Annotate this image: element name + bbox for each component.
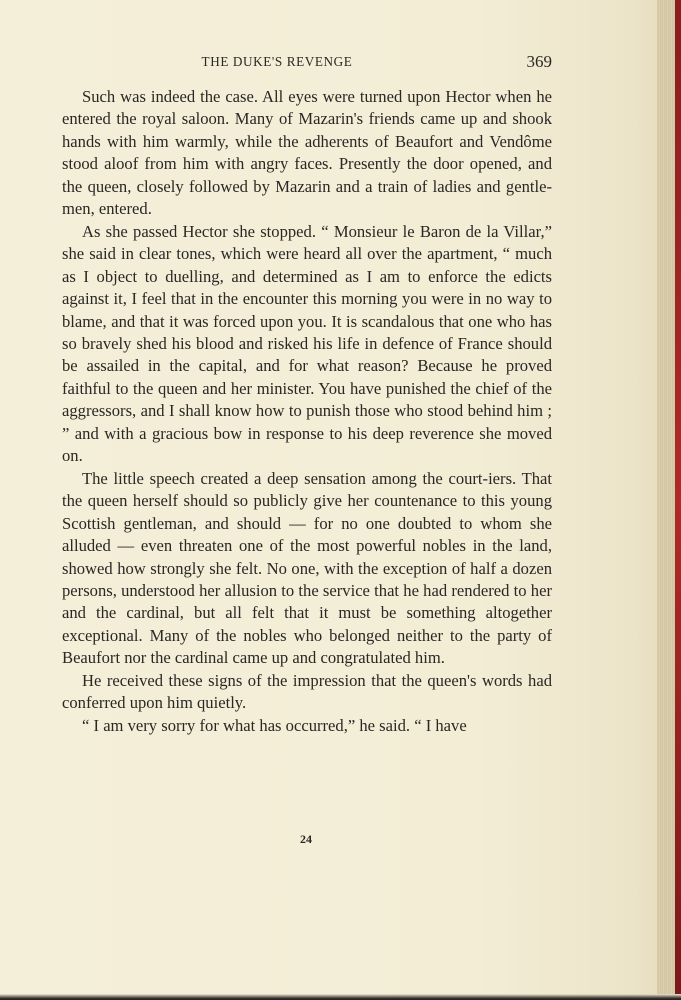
paragraph: He received these signs of the impression that the queen's words had conferred upon him quietly. (62, 670, 552, 713)
page-header (62, 52, 552, 72)
bottom-shadow (0, 994, 681, 1000)
running-head: THE DUKE'S REVENGE (201, 54, 353, 69)
paragraph: Such was indeed the case. All eyes were turned upon Hector when he entered the royal saloon. Many of Mazarin's friends came up and shook hands with him warmly, while the adherents of Beaufort and Vendôme stood aloof from him with angry faces. Presently the door opened, and the queen, closely followed by Mazarin and a train of ladies and gentle-men, entered. (62, 87, 552, 219)
book-cover-edge (675, 0, 681, 1000)
page-number: 369 (526, 52, 552, 71)
signature-mark: 24 (300, 832, 312, 846)
paragraph: As she passed Hector she stopped. “ Monsieur le Baron de la Villar,” she said in clear tones, which were heard all over the apartment, “ much as I object to duelling, and determined as I am to enforce the edicts against it, I feel that in the encounter this morning you were in no way to blame, and that it was forced upon you. It is scandalous that one who has so bravely shed his blood and risked his life in defence of France should be assailed in the capital, and for what reason? Because he proved faithful to the queen and her minister. You have punished the chief of the aggressors, and I shall know how to punish those who stood behind him ; ” and with a gracious bow in response to his deep reverence she moved on. (62, 221, 552, 466)
paragraph: “ I am very sorry for what has occurred,” he said. “ I have (82, 715, 467, 735)
body-text (62, 86, 552, 737)
paragraph: The little speech created a deep sensation among the court-iers. That the queen herself should so publicly give her countenance to this young Scottish gentleman, and should — for no one doubted to whom she alluded — even threaten one of the most powerful nobles in the land, showed how strongly she felt. No one, with the exception of half a dozen persons, understood her allusion to the service that he had rendered to her and the cardinal, but all felt that it must be something altogether exceptional. Many of the nobles who belonged neither to the party of Beaufort nor the cardinal came up and congratulated him. (62, 468, 552, 668)
